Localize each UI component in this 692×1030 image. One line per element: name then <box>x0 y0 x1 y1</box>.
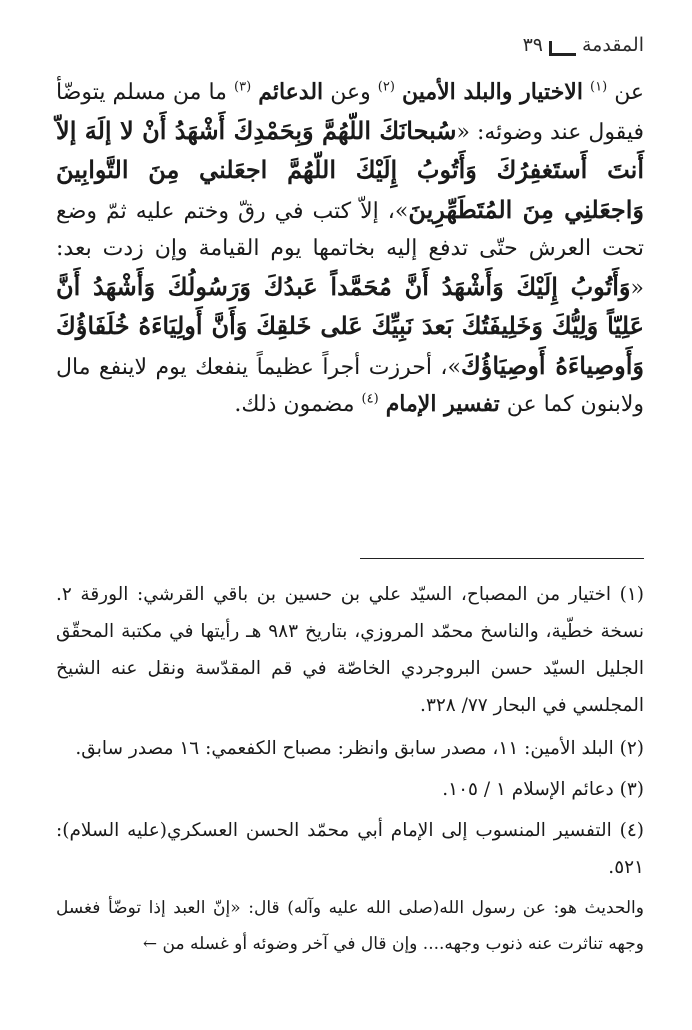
header-ornament <box>549 41 576 56</box>
text-run: »، إلاّ كتب في رقّ وختم عليه ثمّ وضع تحت العرش حتّى تدفع إليه بخاتمها يوم القيامة وإن زدت بعد: « <box>56 198 644 301</box>
text-run: وعن <box>330 80 371 105</box>
footnote-continuation: والحديث هو: عن رسول الله(صلى الله عليه وآله) قال: «إنّ العبد إذا توضّأ فغسل وجهه تناثرت عنه ذنوب وجهه.... وإن قال في آخر وضوئه أو غسله من ← <box>56 898 644 954</box>
text-run: مضمون ذلك. <box>234 392 355 417</box>
footnote-ref-4[interactable]: (٤) <box>361 391 379 407</box>
text-run: ما من مسلم يتوضّأ فيقول عند وضوئه: « <box>56 80 644 145</box>
header-title: المقدمة <box>581 34 644 56</box>
footnote-ref-3[interactable]: (٣) <box>234 79 252 95</box>
running-header <box>56 28 644 62</box>
supplication-quote: سُبحانَكَ اللّهُمَّ وَبِحَمْدِكَ أَشْهَدُ أَنْ لا إلَهَ إلاّ أَنتَ أَستَغفِرُكَ وَأَتُوبُ إِلَيْكَ اللّهُمَّ اجعَلني مِنَ التَّوابِينَ وَاجعَلنِي مِنَ المُتَطَهِّرِينَ <box>56 115 644 224</box>
main-text <box>56 74 644 424</box>
supplication-quote: وَأَتُوبُ إِلَيْكَ وَأَشْهَدُ أَنَّ مُحَمَّداً عَبدُكَ وَرَسُولُكَ وَأَشْهَدُ أَنَّ عَلِيّاً وَلِيُّكَ وَخَلِيفَتُكَ بَعدَ نَبِيِّكَ عَلى خَلقِكَ وَأَنَّ أَولِيَاءَهُ خُلَفَاؤُكَ وَأَوصِياءَهُ أَوصِيَاؤُكَ <box>56 271 644 380</box>
footnote-3: (٣) دعائم الإسلام ١ / ١٠٥. <box>442 779 644 800</box>
text-run: »، أحرزت أجراً عظيماً ينفعك يوم لاينفع مال ولابنون كما عن <box>56 354 644 417</box>
footnote-1: (١) اختيار من المصباح، السيّد علي بن حسين بن باقي القرشي: الورقة ٢. نسخة خطّية، والناسخ محمّد المروزي، بتاريخ ٩٨٣ هـ رأيتها في مكتبة المحقّق الجليل السيّد حسن البروجردي الخاصّة في قم المقدّسة ونقل عنه الشيخ المجلسي في البحار ٧٧/ ٣٢٨. <box>56 584 644 716</box>
page-number: ٣٩ <box>522 34 543 56</box>
footnote-2: (٢) البلد الأمين: ١١، مصدر سابق وانظر: مصباح الكفعمي: ١٦ مصدر سابق. <box>75 738 644 759</box>
document-page <box>56 28 644 1018</box>
footnotes <box>56 576 644 968</box>
source-name: الاختيار والبلد الأمين <box>401 79 583 105</box>
source-name: الدعائم <box>258 79 324 105</box>
text-run: عن <box>614 80 645 105</box>
footnote-4: (٤) التفسير المنسوب إلى الإمام أبي محمّد الحسن العسكري(عليه السلام): ٥٢١. <box>56 820 644 878</box>
source-name: تفسير الإمام <box>385 391 500 417</box>
footnote-divider <box>360 558 644 559</box>
footnote-ref-1[interactable]: (١) <box>590 79 608 95</box>
footnote-ref-2[interactable]: (٢) <box>377 79 395 95</box>
